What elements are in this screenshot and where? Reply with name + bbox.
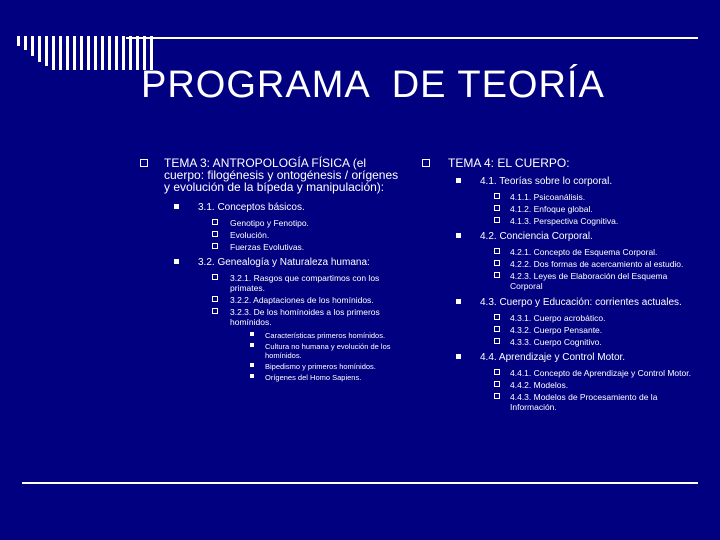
hollow-square-bullet-icon — [494, 217, 500, 223]
bottom-rule — [22, 482, 698, 484]
square-bullet-icon — [174, 204, 179, 209]
section-4-2: 4.2. Conciencia Corporal. — [422, 231, 692, 242]
list-item: Orígenes del Homo Sapiens. — [140, 373, 400, 382]
section-3-2: 3.2. Genealogía y Naturaleza humana: — [140, 257, 400, 268]
section-4-4: 4.4. Aprendizaje y Control Motor. — [422, 352, 692, 363]
square-bullet-icon — [456, 354, 461, 359]
list-item: 4.2.1. Concepto de Esquema Corporal. — [422, 247, 692, 257]
section-4-3: 4.3. Cuerpo y Educación: corrientes actuales. — [422, 297, 692, 308]
list-item: 3.2.2. Adaptaciones de los homínidos. — [140, 295, 400, 305]
square-bullet-icon — [250, 374, 254, 378]
list-item: Bipedismo y primeros homínidos. — [140, 362, 400, 371]
list-item: 4.2.2. Dos formas de acercamiento al estudio. — [422, 259, 692, 269]
section-3-1: 3.1. Conceptos básicos. — [140, 202, 400, 213]
list-item: 4.1.2. Enfoque global. — [422, 204, 692, 214]
hollow-square-bullet-icon — [494, 248, 500, 254]
hollow-square-bullet-icon — [494, 326, 500, 332]
hollow-square-bullet-icon — [212, 243, 218, 249]
list-item: 4.3.2. Cuerpo Pensante. — [422, 325, 692, 335]
hollow-square-bullet-icon — [422, 159, 430, 167]
hollow-square-bullet-icon — [494, 193, 500, 199]
hollow-square-bullet-icon — [212, 308, 218, 314]
hollow-square-bullet-icon — [494, 314, 500, 320]
hollow-square-bullet-icon — [494, 381, 500, 387]
list-item: 3.2.1. Rasgos que compartimos con los primates. — [140, 273, 400, 293]
list-item: 4.4.2. Modelos. — [422, 380, 692, 390]
list-item: Características primeros homínidos. — [140, 331, 400, 340]
hollow-square-bullet-icon — [494, 369, 500, 375]
hollow-square-bullet-icon — [494, 272, 500, 278]
left-column — [140, 157, 400, 384]
tema-4: TEMA 4: EL CUERPO: — [422, 157, 692, 169]
list-item: Cultura no humana y evolución de los homínidos. — [140, 342, 400, 360]
square-bullet-icon — [456, 299, 461, 304]
list-item: 4.4.3. Modelos de Procesamiento de la Información. — [422, 392, 692, 412]
hollow-square-bullet-icon — [494, 393, 500, 399]
hollow-square-bullet-icon — [212, 231, 218, 237]
square-bullet-icon — [250, 332, 254, 336]
hollow-square-bullet-icon — [494, 260, 500, 266]
list-item: 3.2.3. De los homínoides a los primeros homínidos. — [140, 307, 400, 327]
square-bullet-icon — [250, 343, 254, 347]
hollow-square-bullet-icon — [212, 274, 218, 280]
top-rule — [126, 37, 698, 39]
square-bullet-icon — [456, 178, 461, 183]
list-item: 4.4.1. Concepto de Aprendizaje y Control Motor. — [422, 368, 692, 378]
hollow-square-bullet-icon — [140, 159, 148, 167]
hollow-square-bullet-icon — [494, 338, 500, 344]
hollow-square-bullet-icon — [212, 296, 218, 302]
right-column — [422, 157, 692, 414]
square-bullet-icon — [250, 363, 254, 367]
square-bullet-icon — [456, 233, 461, 238]
list-item: Fuerzas Evolutivas. — [140, 242, 400, 252]
list-item: 4.1.1. Psicoanálisis. — [422, 192, 692, 202]
list-item: 4.3.1. Cuerpo acrobático. — [422, 313, 692, 323]
square-bullet-icon — [174, 259, 179, 264]
list-item: 4.2.3. Leyes de Elaboración del Esquema Corporal — [422, 271, 692, 291]
slide-title: PROGRAMA DE TEORÍA — [141, 64, 605, 106]
tema-3: TEMA 3: ANTROPOLOGÍA FÍSICA (el cuerpo: filogénesis y ontogénesis / orígenes y evolución de la bípeda y manipulación): — [140, 157, 400, 193]
decorative-bars — [17, 36, 153, 70]
list-item: Genotipo y Fenotipo. — [140, 218, 400, 228]
list-item: 4.1.3. Perspectiva Cognitiva. — [422, 216, 692, 226]
hollow-square-bullet-icon — [494, 205, 500, 211]
list-item: Evolución. — [140, 230, 400, 240]
section-4-1: 4.1. Teorías sobre lo corporal. — [422, 176, 692, 187]
list-item: 4.3.3. Cuerpo Cognitivo. — [422, 337, 692, 347]
hollow-square-bullet-icon — [212, 219, 218, 225]
